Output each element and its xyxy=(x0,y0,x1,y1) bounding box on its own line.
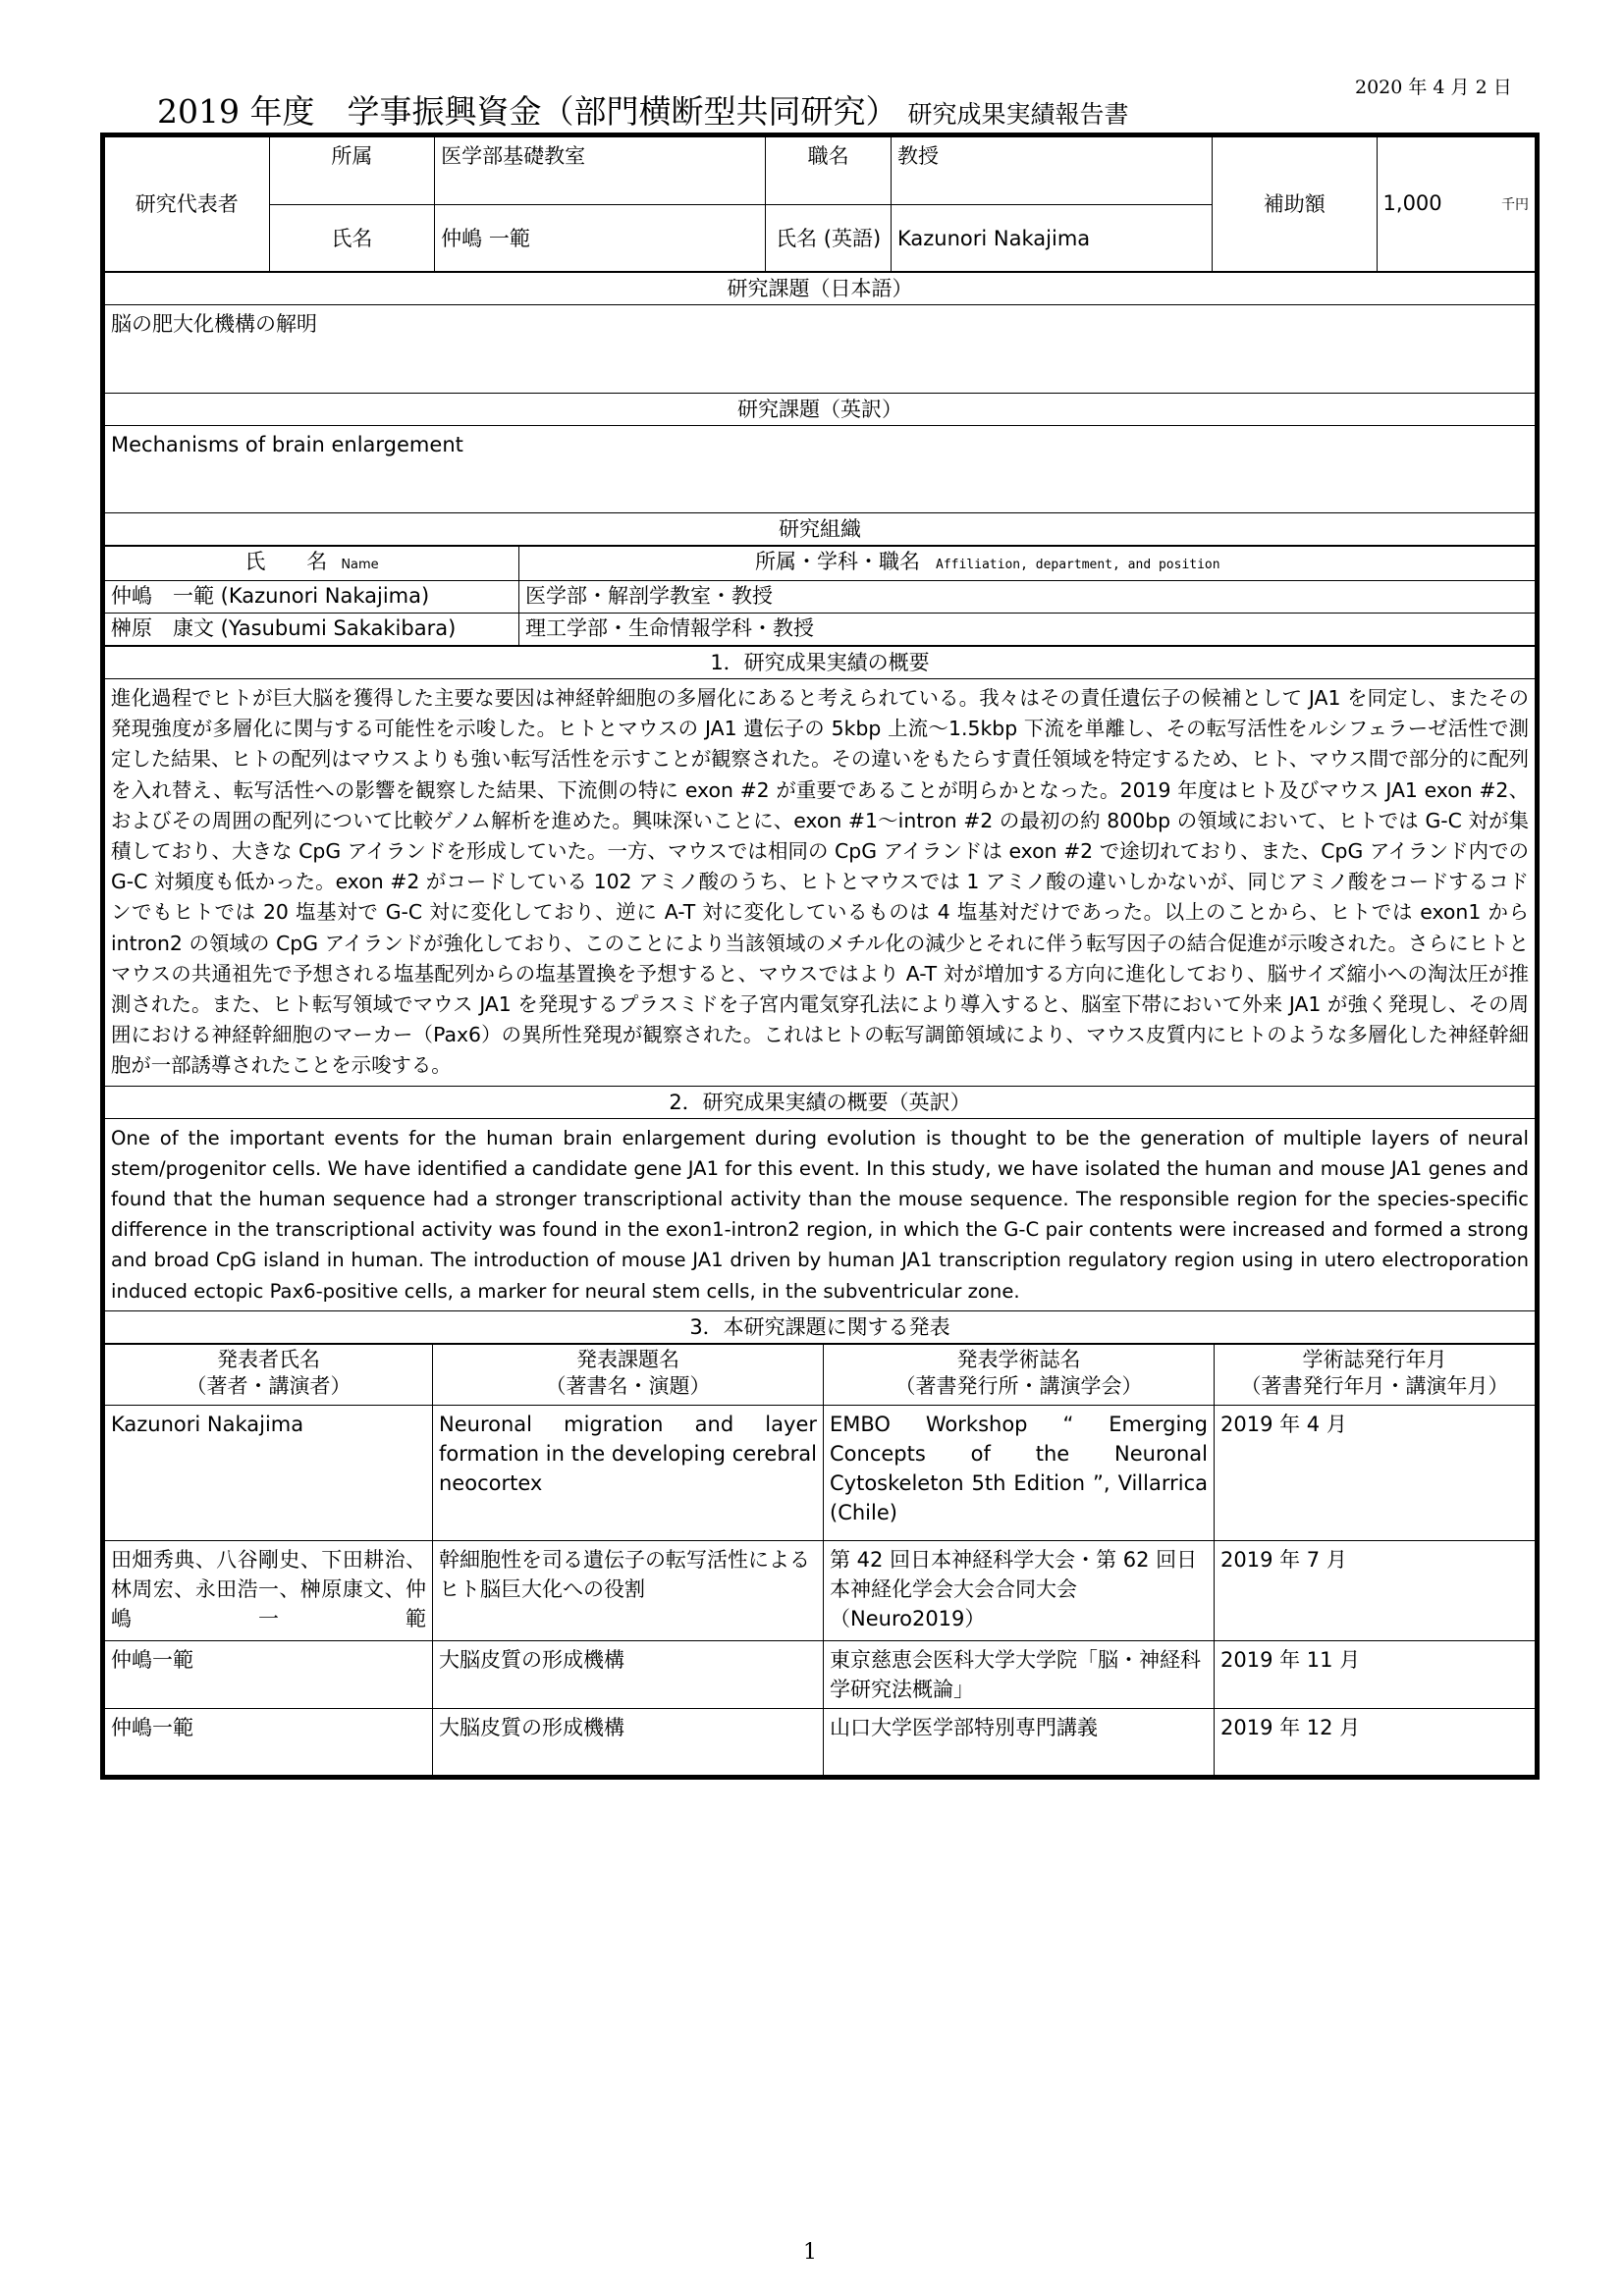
pub-date: 2019 年 11 月 xyxy=(1215,1640,1536,1708)
pub-title: 幹細胞性を司る遺伝子の転写活性によるヒト脳巨大化への役割 xyxy=(433,1540,824,1640)
pub-venue: 山口大学医学部特別専門講義 xyxy=(824,1708,1215,1775)
org-affil-header-cell xyxy=(519,547,1536,581)
summary-en-label: 2．研究成果実績の概要（英訳） xyxy=(105,1086,1536,1118)
pub-title: 大脳皮質の形成機構 xyxy=(433,1708,824,1775)
publications-table xyxy=(104,1344,1536,1776)
pub-author: 仲嶋一範 xyxy=(105,1640,433,1708)
grant-unit: 千円 xyxy=(1501,197,1529,213)
org-affil-header: 所属・学科・職名 xyxy=(755,550,920,573)
org-name-header-en: Name xyxy=(341,558,379,572)
pub-header-main: 発表課題名 xyxy=(576,1347,679,1371)
org-name-header: 氏 名 xyxy=(244,550,328,573)
grant-label: 補助額 xyxy=(1212,137,1377,272)
pub-author: 田畑秀典、八谷剛史、下田耕治、林周宏、永田浩一、榊原康文、仲嶋一範 xyxy=(105,1540,433,1640)
pub-header-author xyxy=(105,1344,433,1405)
pub-header-main: 発表者氏名 xyxy=(217,1347,320,1371)
pub-header-title xyxy=(433,1344,824,1405)
summary-en-text: One of the important events for the human brain enlargement during evolution is thought to be the generation of multiple layers of neural stem/progenitor cells. We have identified a candidate gene JA1 for this event. In this study, we have isolated the human and mouse JA1 genes and found that the human sequence had a stronger transcriptional activity than the mouse sequence. The responsible region for the species-specific difference in the transcriptional activity was found in the exon1-intron2 region, in which the G-C pair contents were increased and formed a strong and broad CpG island in human. The introduction of mouse JA1 driven by human JA1 transcription regulatory region using in utero electroporation induced ectopic Pax6-positive cells, a marker for neural stem cells, in the subventricular zone. xyxy=(105,1118,1536,1310)
org-label: 研究組織 xyxy=(105,513,1536,546)
position-label: 職名 xyxy=(766,137,892,205)
document-title xyxy=(157,86,1129,133)
summary-jp-label: 1．研究成果実績の概要 xyxy=(105,647,1536,679)
org-member-name: 仲嶋 一範 (Kazunori Nakajima) xyxy=(105,581,519,614)
name-en-value: Kazunori Nakajima xyxy=(892,205,1213,272)
report-form xyxy=(100,133,1540,1780)
title-subtitle: 研究成果実績報告書 xyxy=(907,100,1129,129)
pub-header-date xyxy=(1215,1344,1536,1405)
pub-date: 2019 年 12 月 xyxy=(1215,1708,1536,1775)
table-row xyxy=(105,1540,1536,1640)
affil-value: 医学部基礎教室 xyxy=(435,137,766,205)
pub-author: Kazunori Nakajima xyxy=(105,1405,433,1540)
pub-date: 2019 年 4 月 xyxy=(1215,1405,1536,1540)
pub-venue: EMBO Workshop “ Emerging Concepts of the Neuronal Cytoskeleton 5th Edition ”, Villarrica (Chile) xyxy=(824,1405,1215,1540)
pub-title: Neuronal migration and layer formation in the developing cerebral neocortex xyxy=(433,1405,824,1540)
pub-title: 大脳皮質の形成機構 xyxy=(433,1640,824,1708)
org-member-affil: 医学部・解剖学教室・教授 xyxy=(519,581,1536,614)
pub-header-sub: （著者・講演者） xyxy=(186,1373,352,1398)
summary-jp-text: 進化過程でヒトが巨大脳を獲得した主要な要因は神経幹細胞の多層化にあると考えられている。我々はその責任遺伝子の候補として JA1 を同定し、またその発現強度が多層化に関与する可能性を示唆した。ヒトとマウスの JA1 遺伝子の 5kbp 上流～1.5kbp 下流を単離し、その転写活性をルシフェラーゼ活性で測定した結果、ヒトの配列はマウスよりも強い転写活性を示すことが観察された。その違いをもたらす責任領域を特定するため、ヒト、マウス間で部分的に配列を入れ替え、転写活性への影響を観察した結果、下流側の特に exon #2 が重要であることが明らかとなった。2019 年度はヒト及びマウス JA1 exon #2、およびその周囲の配列について比較ゲノム解析を進めた。興味深いことに、exon #1～intron #2 の最初の約 800bp の領域において、ヒトでは G-C 対が集積しており、大きな CpG アイランドを形成していた。一方、マウスでは相同の CpG アイランドは exon #2 で途切れており、また、CpG アイランド内での G-C 対頻度も低かった。exon #2 がコードしている 102 アミノ酸のうち、ヒトとマウスでは 1 アミノ酸の違いしかないが、同じアミノ酸をコードするコドンでもヒトでは 20 塩基対で G-C 対に変化しており、逆に A-T 対に変化しているものは 4 塩基対だけであった。以上のことから、ヒトでは exon1 から intron2 の領域の CpG アイランドが強化しており、このことにより当該領域のメチル化の減少とそれに伴う転写因子の結合促進が示唆された。さらにヒトとマウスの共通祖先で予想される塩基配列からの塩基置換を予想すると、マウスではより A-T 対が増加する方向に進化しており、脳サイズ縮小への淘汰圧が推測された。また、ヒト転写領域でマウス JA1 を発現するプラスミドを子宮内電気穿孔法により導入すると、脳室下帯において外来 JA1 が強く発現し、その周囲における神経幹細胞のマーカー（Pax6）の異所性発現が観察された。これはヒトの転写調節領域により、マウス皮質内にヒトのような多層化した神経幹細胞が一部誘導されたことを示唆する。 xyxy=(105,679,1536,1087)
report-date: 2020 年 4 月 2 日 xyxy=(1355,77,1512,98)
pub-date: 2019 年 7 月 xyxy=(1215,1540,1536,1640)
grant-cell xyxy=(1377,137,1535,272)
affil-label: 所属 xyxy=(269,137,435,205)
page-number: 1 xyxy=(803,2240,817,2265)
org-affil-header-en: Affiliation, department, and position xyxy=(936,558,1220,572)
name-value: 仲嶋 一範 xyxy=(435,205,766,272)
title-main: 2019 年度 学事振興資金（部門横断型共同研究） xyxy=(157,92,898,131)
pub-author: 仲嶋一範 xyxy=(105,1708,433,1775)
pub-header-main: 発表学術誌名 xyxy=(956,1347,1081,1371)
name-label: 氏名 xyxy=(269,205,435,272)
org-member-affil: 理工学部・生命情報学科・教授 xyxy=(519,614,1536,646)
title-jp-value: 脳の肥大化機構の解明 xyxy=(105,305,1536,394)
pub-header-main: 学術誌発行年月 xyxy=(1302,1347,1447,1371)
info-table xyxy=(104,136,1536,272)
pub-venue: 第 42 回日本神経科学大会・第 62 回日本神経化学会大会合同大会（Neuro2019） xyxy=(824,1540,1215,1640)
title-jp-table xyxy=(104,272,1536,546)
title-en-value: Mechanisms of brain enlargement xyxy=(105,426,1536,513)
name-en-label: 氏名 (英語) xyxy=(766,205,892,272)
org-table xyxy=(104,546,1536,646)
publications-label: 3．本研究課題に関する発表 xyxy=(105,1310,1536,1343)
grant-value: 1,000 xyxy=(1382,191,1442,215)
title-jp-label: 研究課題（日本語） xyxy=(105,273,1536,305)
table-row xyxy=(105,1708,1536,1775)
position-value: 教授 xyxy=(892,137,1213,205)
org-name-header-cell xyxy=(105,547,519,581)
table-row xyxy=(105,1405,1536,1540)
summary-table xyxy=(104,646,1536,1344)
table-row xyxy=(105,1640,1536,1708)
pub-header-sub: （著書発行年月・講演年月） xyxy=(1240,1373,1509,1398)
pub-header-sub: （著書名・演題） xyxy=(545,1373,711,1398)
rep-label: 研究代表者 xyxy=(105,137,270,272)
pub-header-sub: （著書発行所・講演学会） xyxy=(894,1373,1143,1398)
pub-venue: 東京慈恵会医科大学大学院「脳・神経科学研究法概論」 xyxy=(824,1640,1215,1708)
pub-header-venue xyxy=(824,1344,1215,1405)
title-en-label: 研究課題（英訳） xyxy=(105,394,1536,426)
org-member-name: 榊原 康文 (Yasubumi Sakakibara) xyxy=(105,614,519,646)
